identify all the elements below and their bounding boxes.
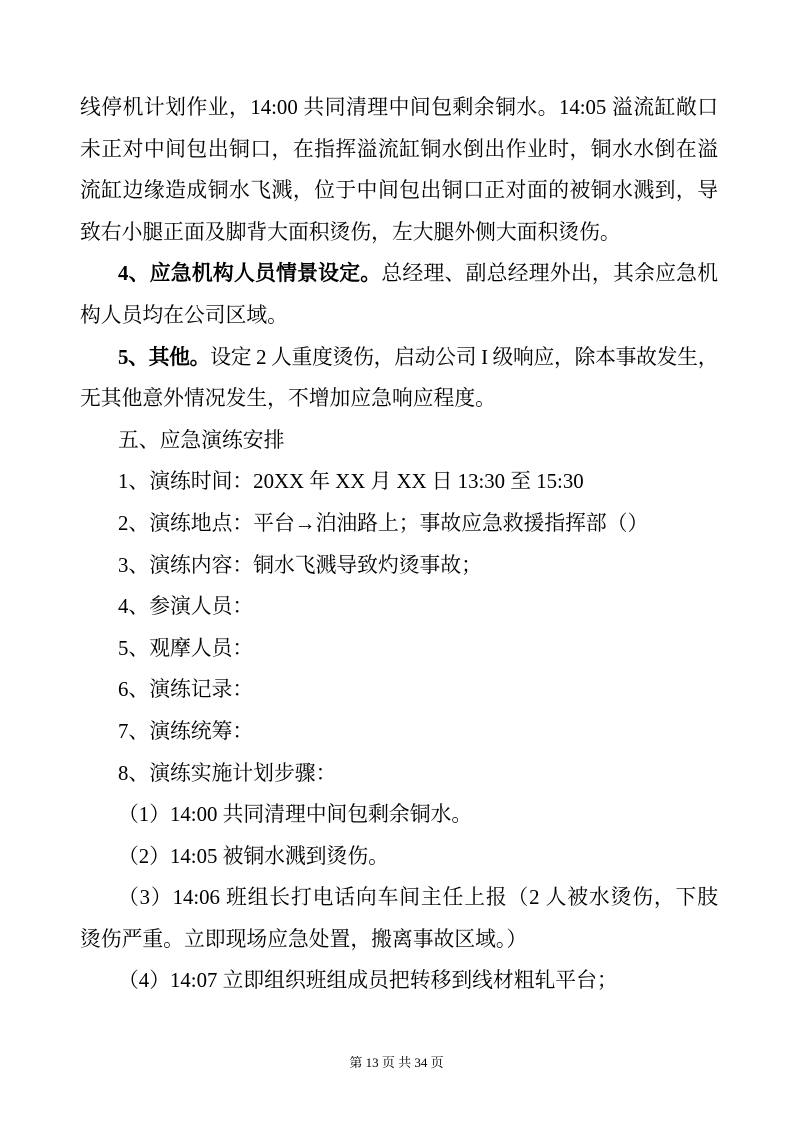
drill-coordination-item: 7、演练统筹： <box>118 719 254 743</box>
drill-record-item: 6、演练记录： <box>118 678 254 702</box>
scenario-paragraph-line: 致右小腿正面及脚背大面积烫伤，左大腿外侧大面积烫伤。 <box>80 220 621 244</box>
section-title: 五、应急演练安排 <box>118 428 285 452</box>
scenario-paragraph-line: 线停机计划作业，14:00 共同清理中间包剩余铜水。14:05 溢流缸敞口 <box>80 96 718 119</box>
implementation-steps-item: 8、演练实施计划步骤： <box>118 761 337 785</box>
item-5-line: 无其他意外情况发生，不增加应急响应程度。 <box>80 387 496 411</box>
drill-time-item: 1、演练时间：20XX 年 XX 月 XX 日 13:30 至 15:30 <box>118 470 584 494</box>
drill-location-item: 2、演练地点：平台→泊油路上；事故应急救援指挥部（） <box>118 511 649 535</box>
scenario-paragraph-line: 流缸边缘造成铜水飞溅，位于中间包出铜口正对面的被铜水溅到，导 <box>80 179 718 203</box>
step-3-line: 烫伤严重。立即现场应急处置，搬离事故区域。） <box>80 927 528 951</box>
item-4-text: 总经理、副总经理外出，其余应急机 <box>381 262 718 286</box>
item-4-heading: 4、应急机构人员情景设定。 <box>118 262 382 286</box>
observers-item: 5、观摩人员： <box>118 636 254 660</box>
item-4-line: 构人员均在公司区域。 <box>80 303 288 327</box>
drill-content-item: 3、演练内容：铜水飞溅导致灼烫事故； <box>118 553 482 577</box>
scenario-paragraph-line: 未正对中间包出铜口，在指挥溢流缸铜水倒出作业时，铜水水倒在溢 <box>80 137 718 161</box>
page-number-footer: 第 13 页 共 34 页 <box>349 1055 444 1070</box>
document-body <box>80 87 718 1002</box>
item-5-heading: 5、其他。 <box>118 345 211 369</box>
item-5-line <box>80 337 718 379</box>
participants-item: 4、参演人员： <box>118 595 254 619</box>
step-2-line: （2）14:05 被铜水溅到烫伤。 <box>118 844 389 868</box>
step-4-line: （4）14:07 立即组织班组成员把转移到线材粗轧平台； <box>118 969 618 993</box>
item-5-text: 设定 2 人重度烫伤，启动公司 I 级响应，除本事故发生， <box>210 345 718 369</box>
step-1-line: （1）14:00 共同清理中间包剩余铜水。 <box>118 803 473 827</box>
step-3-line: （3）14:06 班组长打电话向车间主任上报（2 人被水烫伤，下肢 <box>118 886 718 910</box>
item-4-line <box>80 253 718 295</box>
